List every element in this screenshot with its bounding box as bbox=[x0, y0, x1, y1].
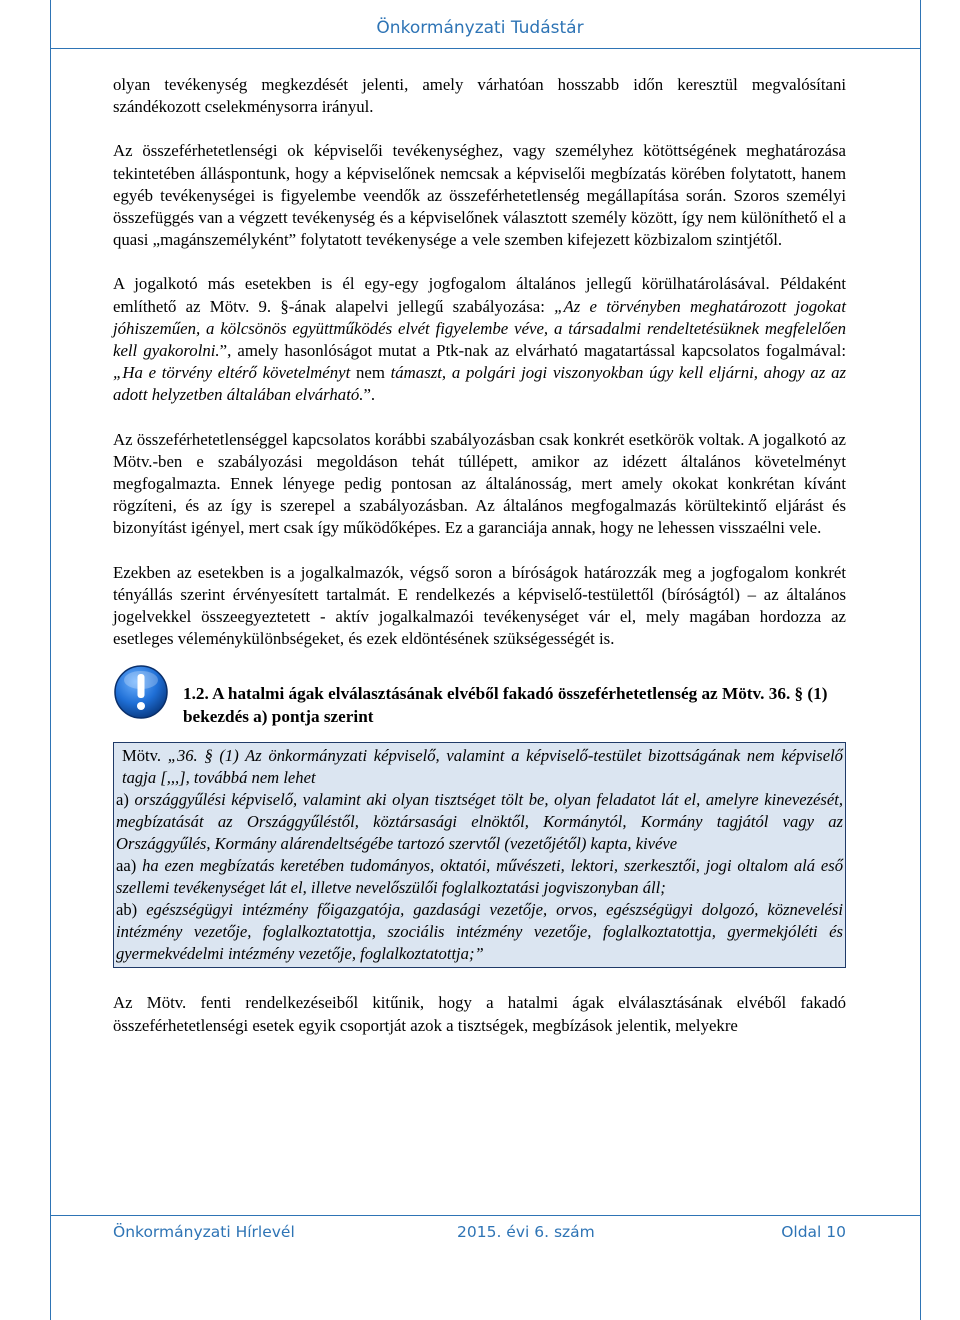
quote-item-ab-label: ab) bbox=[116, 900, 147, 920]
paragraph-3-text-2: ”, amely hasonlóságot mutat a Ptk-nak az elvárható magatartással kapcsolatos fogalmával: bbox=[219, 341, 846, 361]
page-border-left bbox=[50, 0, 51, 1320]
page-border-right bbox=[920, 0, 921, 1320]
paragraph-3-text-4: ”. bbox=[363, 385, 376, 405]
paragraph-3 bbox=[113, 273, 846, 406]
footer-issue: 2015. évi 6. szám bbox=[457, 1223, 595, 1241]
footer-page-number: Oldal 10 bbox=[781, 1223, 846, 1241]
paragraph-1: olyan tevékenység megkezdését jelenti, amely várhatóan hosszabb időn keresztül megvalósítani szándékozott cselekménysorra irányul. bbox=[113, 75, 846, 117]
paragraph-6: Az Mötv. fenti rendelkezéseiből kitűnik, hogy a hatalmi ágak elválasztásának elvéből fakadó összeférhetetlenségi esetek egyik csoportját azok a tisztségek, megbízások jelentik, melyekre bbox=[113, 993, 846, 1035]
law-quote-box bbox=[113, 742, 846, 968]
quote-item-ab bbox=[116, 899, 843, 965]
paragraph-3-quote-2: „Ha e törvény eltérő követelményt bbox=[113, 363, 356, 383]
quote-item-aa-text: ha ezen megbízatás keretében tudományos, oktatói, művészeti, lektori, szerkesztői, jogi oltalom alá eső szellemi tevékenységet lát el, illetve nevelőszülői foglalkoztatási jogviszonyban áll; bbox=[116, 856, 844, 898]
quote-item-a-text: országgyűlési képviselő, valamint aki olyan tisztséget tölt be, olyan feladatot lát el, amelyre kinevezését, megbízatását az Országgyűléstől, köztársasági elnöktől, Kormánytól, Kormány tagjától vagy az Országgyűlés, Kormány alárendeltségébe tartozó szervtől (vezetőjétől) kapta, kivéve bbox=[116, 790, 843, 854]
paragraph-4: Az összeférhetetlenséggel kapcsolatos korábbi szabályozásban csak konkrét esetkörök voltak. A jogalkotó az Mötv.-ben e szabályozási megoldáson tehát túllépett, amikor az idézett általános követelményt megfogalmazta. Ennek lényege pedig pontosan az általánosság, mert amely okokat konkrétan kívánt rögzíteni, és az így is szerepel a szabályozásban. Az általános megfogalmazás körültekintő eljárást és bizonyítást igényel, mert csak így működőképes. Ez a garanciája annak, hogy ne lehessen visszaélni vele. bbox=[113, 429, 846, 538]
quote-lead-prefix: Mötv. bbox=[122, 746, 168, 766]
paragraph-3-quote-1: „Az e törvényben meghatározott jogokat jóhiszeműen, a kölcsönös együttműködés elvét figyelembe véve, a társadalmi rendeltetésüknek megfelelően kell gyakorolni. bbox=[113, 296, 846, 361]
quote-lead-text: „36. § (1) Az önkormányzati képviselő, valamint a képviselő-testület bizottságának nem képviselő tagja [,,,], továbbá nem lehet bbox=[122, 746, 843, 788]
page-body bbox=[113, 74, 846, 1059]
footer-publication: Önkormányzati Hírlevél bbox=[113, 1223, 295, 1241]
header-divider bbox=[50, 48, 920, 49]
page-header: Önkormányzati Tudástár bbox=[376, 18, 584, 38]
paragraph-2: Az összeférhetetlenségi ok képviselői tevékenységhez, vagy személyhez kötöttségének meghatározása tekintetében álláspontunk, hogy a képviselőnek nemcsak a képviselői megbízatás körében folytatott, hanem egyéb tevékenységei is figyelembe veendők az összeférhetetlenség megállapítása során. Szoros személyi összefüggés van a végzett tevékenység és a képviselőnek választott személy között, így nem különíthető el a quasi „magánszemélyként” folytatott tevékenysége a vele szemben kifejezett közbizalom szintjétől. bbox=[113, 141, 846, 250]
paragraph-3-text-3: nem bbox=[356, 363, 391, 383]
exclamation-info-icon bbox=[113, 664, 169, 720]
paragraph-5: Ezekben az esetekben is a jogalkalmazók, végső soron a bíróságok határozzák meg a jogfogalom konkrét tényállás szerint érvényesített tartalmát. E rendelkezés a képviselő-testülettől (bíróságtól) – az általános jogelvekkel összeegyeztetett - aktív jogalkalmazói tevékenységet vár el, mely magában hordozza az esetleges véleménykülönbségeket, és ezek eldöntésének szükségességét is. bbox=[113, 562, 846, 649]
quote-item-aa bbox=[116, 855, 843, 899]
paragraph-3-quote-3: támaszt, a polgári jogi viszonyokban úgy kell eljárni, ahogy az az adott helyzetben általában elvárható. bbox=[113, 363, 846, 405]
footer-divider bbox=[50, 1215, 920, 1216]
paragraph-3-text: A jogalkotó más esetekben is él egy-egy jogfogalom általános jellegű körülhatárolásával. Példaként említhető az Mötv. 9. §-ának alapelvi jellegű szabályozása: bbox=[113, 274, 846, 316]
quote-item-ab-text: egészségügyi intézmény főigazgatója, gazdasági vezetője, orvos, egészségügyi dolgozó, köznevelési intézmény vezetője, foglalkoztatottja, szociális intézmény vezetője, foglalkoztatottja, gyermekjóléti és gyermekvédelmi intézmény vezetője, foglalkoztatottja;” bbox=[116, 900, 843, 964]
quote-item-a bbox=[116, 789, 843, 855]
quote-item-aa-label: aa) bbox=[116, 856, 143, 876]
section-title: 1.2. A hatalmi ágak elválasztásának elvéből fakadó összeférhetetlenség az Mötv. 36. § (1) bekezdés a) pontja szerint bbox=[183, 684, 828, 727]
quote-lead bbox=[116, 745, 843, 789]
section-heading bbox=[113, 672, 846, 728]
quote-item-a-label: a) bbox=[116, 790, 135, 810]
